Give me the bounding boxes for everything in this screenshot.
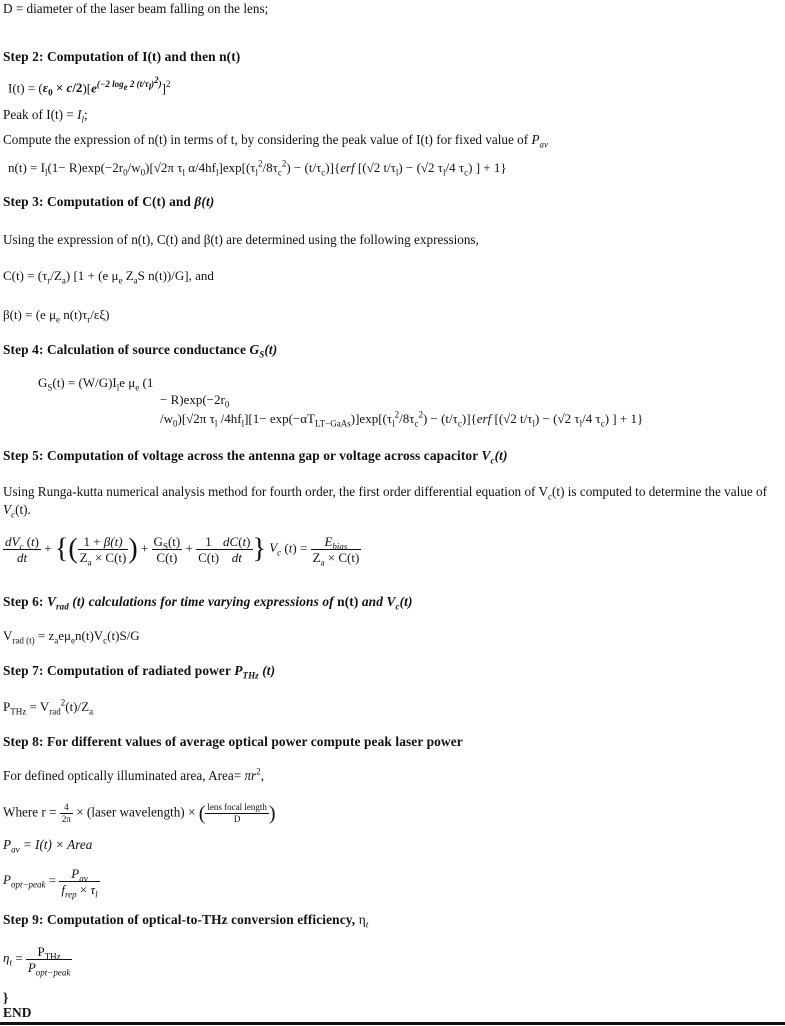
- step6-text-c: and: [358, 594, 387, 609]
- and-word: , and: [188, 268, 214, 283]
- carrier-density-equation: $n(t) = I_l(1- R)\exp(-2r_0/w_0)[√2\pi$ $\tau_l$ $\alpha/4hf_l]\exp[(\tau_l^2/8\tau_c^2) - (t/\tau_c)]\{erf$ [(√2 $t/\tau_l) - (√2$ $\tau_l/4$ $\tau_c$) ] + 1}: [8, 158, 507, 178]
- average-power-equation: $P_{av} = I(t)$ × Area: [3, 837, 93, 855]
- step9-heading: Step 9: Computation of optical-to-THz conversion efficiency, $\eta_t$: [3, 912, 369, 930]
- beta-equation: β(t) = (e $\mu_e$ $n(t)\tau_r/\varepsilon\xi$): [3, 307, 110, 325]
- peak-line: Peak of $I(t) = I_l$;: [3, 107, 88, 125]
- runga-text-b: (t) is computed to determine the value of: [552, 484, 767, 499]
- voltage-differential-equation: $\frac{dV_c (t)}{dt}$ + {( $\frac{1 + \beta(t)}{Z_a \times C(t)}$ ) + $\frac{G_S(t)}{C(t)}$ + $\frac{1}{C(t)}$ $\frac{dC(t)}{dt}$ } $V_c$ (t) = $\frac{E_{bias}}{Z_a \times C(t)}$: [5, 533, 360, 568]
- d-letter: D: [233, 814, 241, 824]
- runga-line1: Using Runga-kutta numerical analysis method for fourth order, the first order differential equation of $V_c(t)$ is computed to determine the value of: [3, 484, 767, 502]
- step4-text: Step 4: Calculation of source conductance: [3, 342, 250, 357]
- step9-text: Step 9: Computation of optical-to-THz conversion efficiency,: [3, 912, 359, 927]
- conductance-equation-line2: − $R)\exp(-2r_0$: [160, 392, 230, 410]
- laser-wavelength-text: × (laser wavelength) ×: [72, 804, 199, 820]
- step5-heading: Step 5: Computation of voltage across the antenna gap or voltage across capacitor $V_c(t)$: [3, 448, 508, 466]
- step2-heading: Step 2: Computation of I(t) and then n(t): [3, 49, 241, 64]
- d-definition: D = diameter of the laser beam falling on the lens;: [3, 1, 269, 16]
- peak-label: Peak of I(t) =: [3, 107, 78, 122]
- efficiency-equation: $\eta_t$ = $\frac{P_{THz}}{P_{opt-peak}}$: [3, 944, 71, 978]
- end-label: END: [3, 1005, 32, 1020]
- step3-text: Step 3: Computation of C(t) and: [3, 194, 195, 209]
- intensity-equation: $I(t) = (\varepsilon_0 \times c/2)[e^{(-2 log_e 2 (t/\tau_l)^2)}]^2$: [8, 75, 171, 98]
- area-line: For defined optically illuminated area, Area= $\pi r^2$,: [3, 766, 264, 783]
- power-equation: $P_{THz} = V_{rad}^2(t)/Z_a$: [3, 697, 94, 717]
- step7-heading: Step 7: Computation of radiated power $P_{THz}$ (t): [3, 663, 276, 681]
- runga-text-a: Using Runga-kutta numerical analysis method for fourth order, the first order differential equation of V: [3, 484, 549, 499]
- bottom-rule: [0, 1022, 785, 1025]
- peak-power-equation: $P_{opt-peak}$ = $\frac{P_{av}}{f_{rep} \times \tau_l}$: [3, 866, 98, 900]
- step6-text-b: calculations for time varying expressions of: [85, 594, 338, 609]
- compute-n-text: Compute the expression of n(t) in terms of t, by considering the peak value of I(t) for fixed value of: [3, 132, 532, 147]
- step6-text-a: Step 6:: [3, 594, 47, 609]
- radiated-voltage-equation: $V_{rad (t)} = z_ae\mu_en(t)V_c(t)S/G$: [3, 628, 140, 646]
- capacitance-equation: $C(t) = (\tau_r/Z_a) [1 + (e$ $\mu_e$ $Z_aS$ n(t))/G], and: [3, 268, 214, 286]
- conductance-equation-line3: $/w_0)[√2\pi$ $\tau_l$ $/4hf_l][1- \exp(-\alpha T_{LT-GaAs})]\exp[(\tau_l^2/8\tau_c^2) - (t/\tau_c)]\{erf$ [(√2 $t/\tau_l) - (√2$ $\tau_l/4$ $\tau_c$) ] + 1}: [160, 409, 644, 429]
- lens-focal-length: lens focal length: [207, 802, 267, 812]
- runga-text-c: (t).: [15, 502, 31, 517]
- step8-heading: Step 8: For different values of average optical power compute peak laser power: [3, 734, 463, 749]
- radius-line: Where r = $\frac{4}{2\pi}$ × (laser wavelength) × ( $\frac{\text{lens focal length}}{D}$ ): [3, 802, 276, 825]
- step7-text: Step 7: Computation of radiated power: [3, 663, 235, 678]
- conductance-equation-line1: $G_S(t) = (W/G)I_le$ $\mu_e$ (1: [38, 375, 154, 393]
- step4-heading: Step 4: Calculation of source conductance $G_S(t)$: [3, 342, 278, 360]
- runga-line2: $V_c(t)$.: [3, 502, 31, 520]
- closing-brace: }: [3, 990, 9, 1005]
- compute-n-line: Compute the expression of n(t) in terms of t, by considering the peak value of I(t) for fixed value of $P_{av}$: [3, 132, 549, 150]
- step3-heading: Step 3: Computation of C(t) and β(t): [3, 194, 215, 209]
- where-r-text: Where r =: [3, 804, 60, 820]
- using-expression-line: Using the expression of n(t), C(t) and β(t) are determined using the following expressions,: [3, 232, 479, 247]
- step6-heading: Step 6: $V_{rad}$ (t) calculations for time varying expressions of n(t) and $V_c(t)$: [3, 594, 413, 612]
- step5-text: Step 5: Computation of voltage across the antenna gap or voltage across capacitor: [3, 448, 482, 463]
- area-text: For defined optically illuminated area, Area=: [3, 768, 245, 783]
